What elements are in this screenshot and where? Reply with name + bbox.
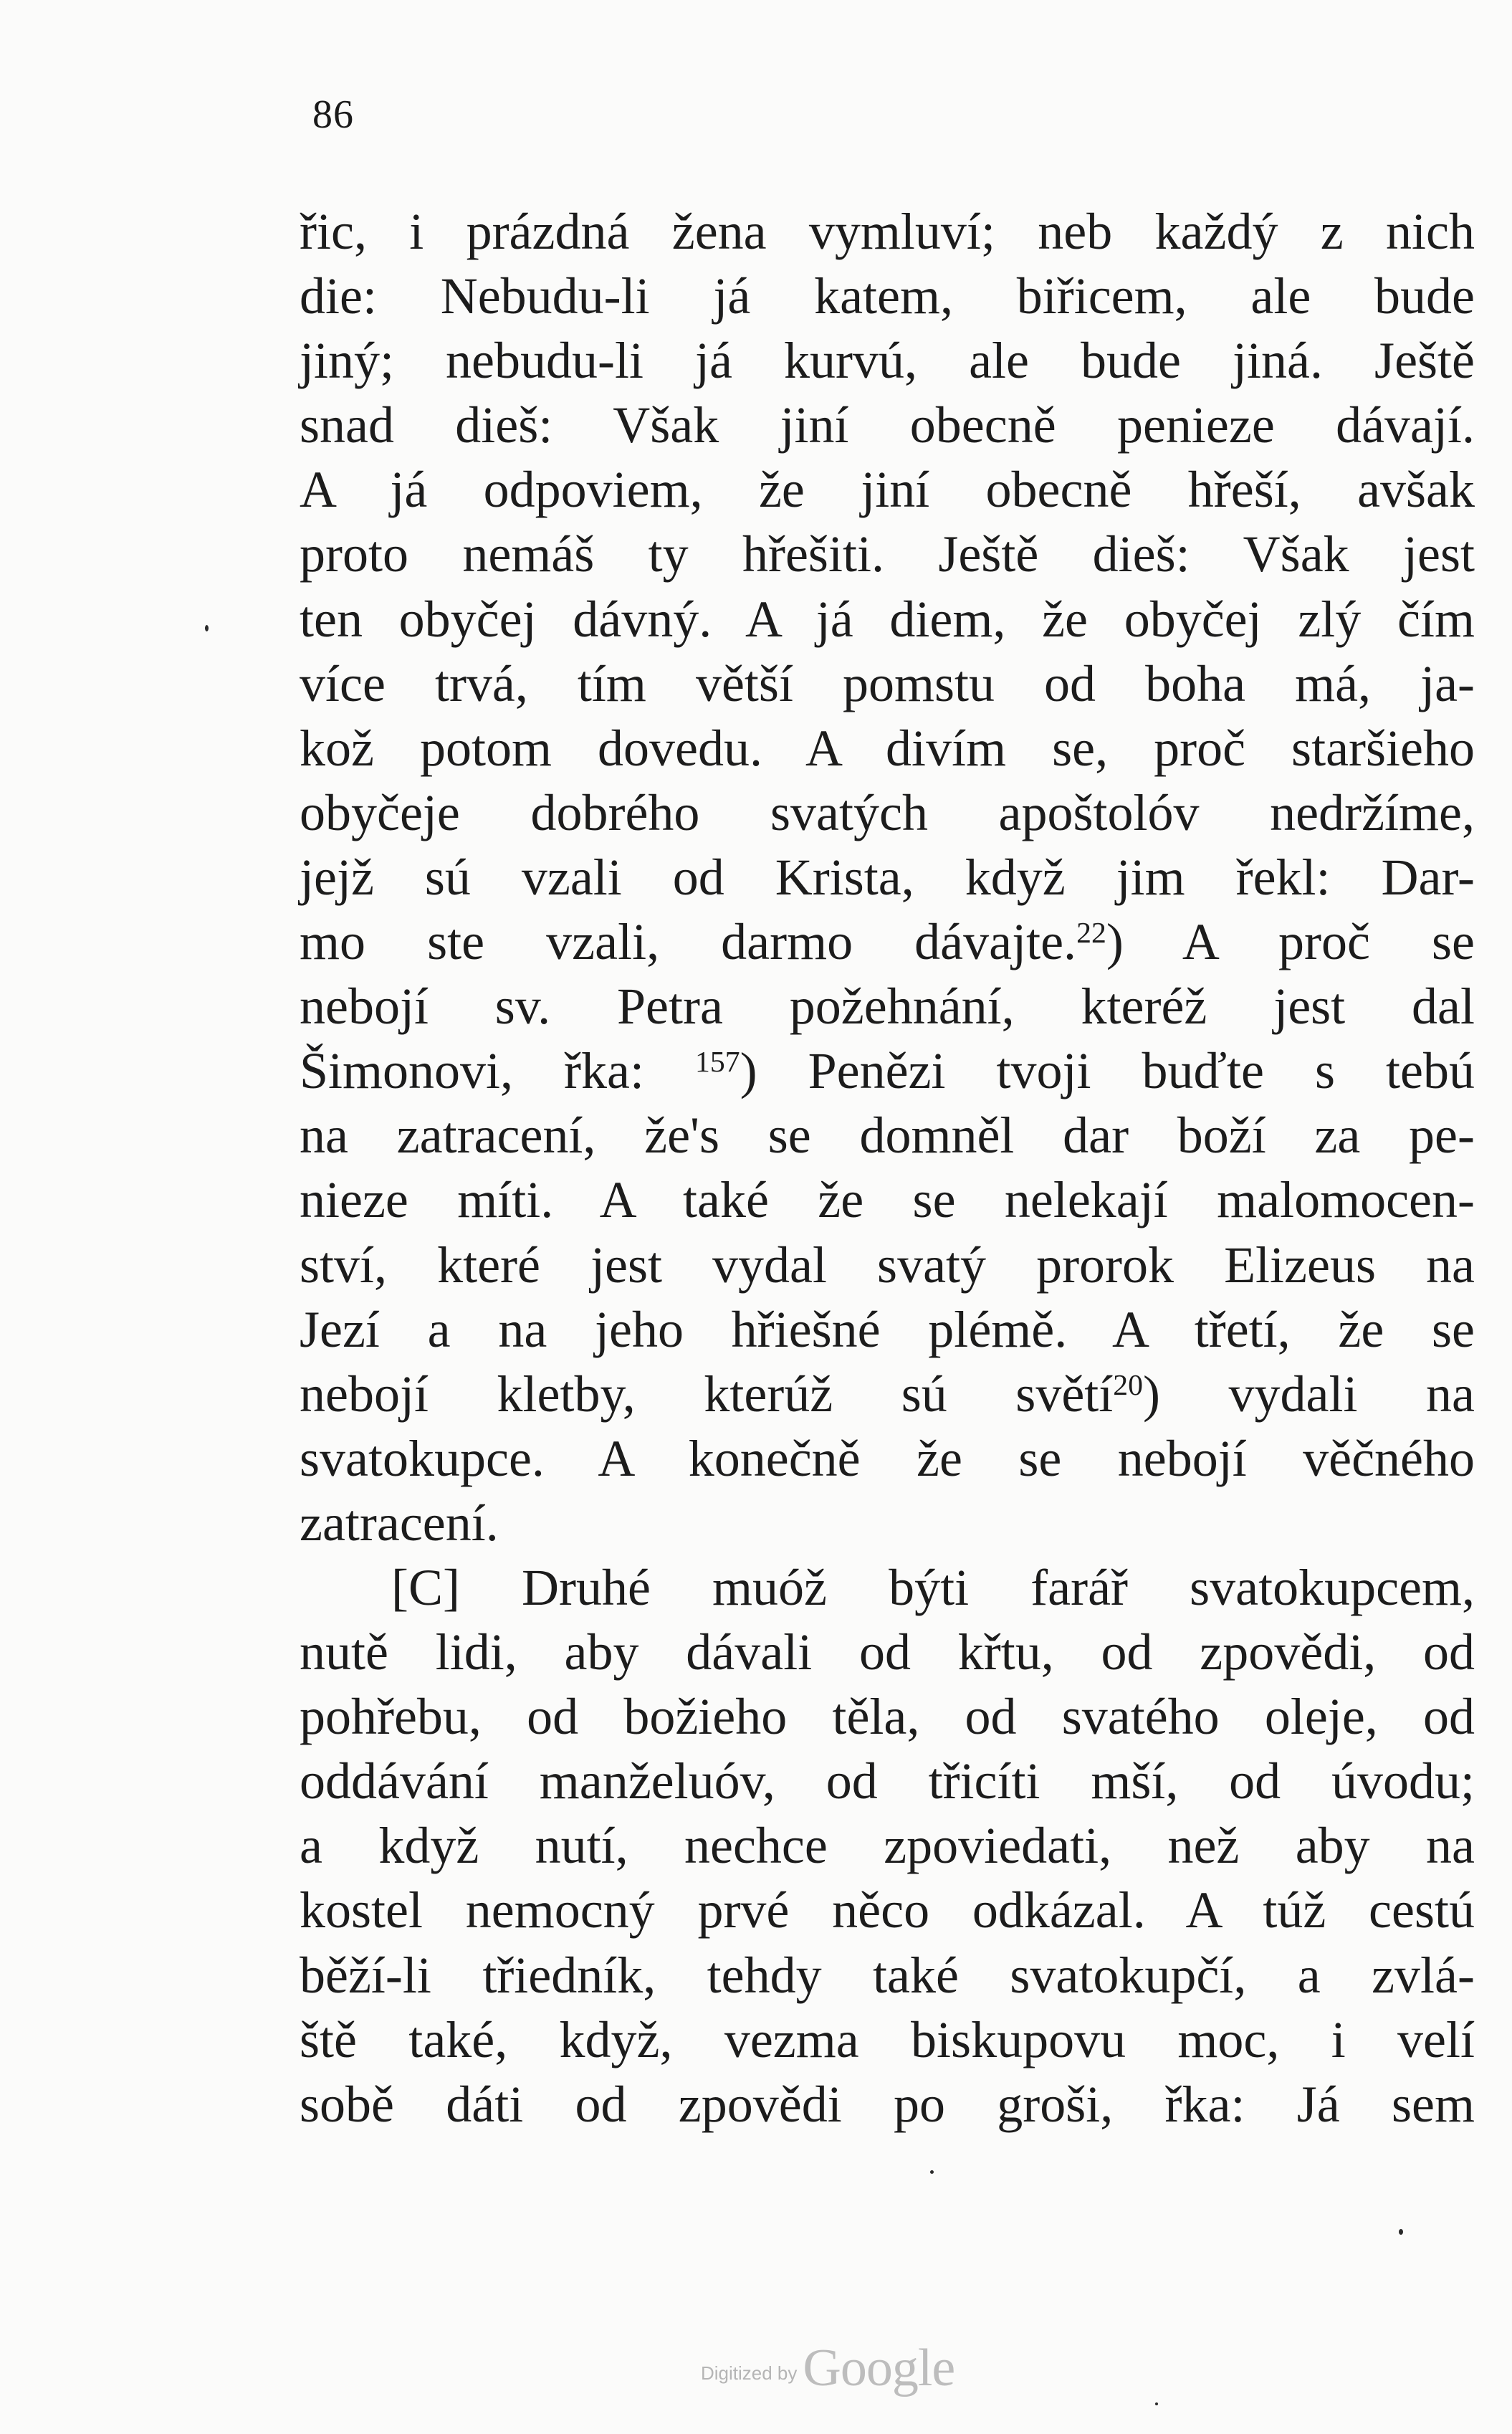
text-line <box>300 845 1475 910</box>
text-line <box>300 1813 1475 1878</box>
text-line <box>300 1943 1475 2008</box>
text-line <box>300 1362 1475 1426</box>
text-line <box>300 457 1475 522</box>
text-line <box>300 522 1475 586</box>
text-line-continuation: ) vydali na <box>1143 1365 1475 1423</box>
text-line-content: Jezí a na jeho hřiešné plémě. A třetí, že se <box>300 1300 1475 1358</box>
text-line-content: [C] Druhé muóž býti farář svatokupcem, <box>391 1558 1475 1616</box>
footnote-reference: 157 <box>694 1046 740 1079</box>
margin-speck <box>930 2170 934 2174</box>
text-line-content: více trvá, tím větší pomstu od boha má, ja- <box>300 654 1475 712</box>
text-line <box>300 1684 1475 1749</box>
text-line-content: nebojí kletby, kterúž sú světí <box>300 1365 1114 1423</box>
text-line <box>300 1103 1475 1168</box>
text-line-content: Šimonovi, řka: <box>300 1042 695 1100</box>
text-line-content: jejž sú vzali od Krista, když jim řekl: Dar- <box>300 848 1475 906</box>
text-line-content: ství, které jest vydal svatý prorok Elizeus na <box>300 1236 1475 1294</box>
text-line-content: nebojí sv. Petra požehnání, kteréž jest dal <box>300 978 1475 1036</box>
text-line-content: oddávání manželuóv, od třicíti mší, od úvodu; <box>300 1752 1475 1810</box>
digitized-by-label: Digitized by <box>701 2362 798 2384</box>
text-line-content: ště také, když, vezma biskupovu moc, i velí <box>300 2010 1475 2068</box>
text-line <box>300 1233 1475 1297</box>
text-line-content: snad dieš: Však jiní obecně penieze dávají. <box>300 396 1475 454</box>
text-line <box>300 1297 1475 1362</box>
text-line-content: kož potom dovedu. A divím se, proč staršieho <box>300 719 1475 777</box>
text-line-content: na zatracení, že's se domněl dar boží za pe- <box>300 1107 1475 1165</box>
text-line <box>300 1491 1475 1555</box>
text-line <box>300 587 1475 652</box>
body-text <box>300 199 1475 2137</box>
text-line <box>300 2072 1475 2137</box>
text-line <box>300 1039 1475 1103</box>
text-line <box>300 781 1475 845</box>
margin-speck <box>1399 2229 1403 2235</box>
text-line-content: A já odpoviem, že jiní obecně hřeší, avšak <box>300 461 1475 519</box>
text-line <box>300 974 1475 1039</box>
text-line-content: die: Nebudu-li já katem, biřicem, ale bude <box>300 267 1475 325</box>
footnote-reference: 22 <box>1076 917 1106 950</box>
text-line-content: řic, i prázdná žena vymluví; neb každý z nich <box>300 203 1475 260</box>
text-line-content: ten obyčej dávný. A já diem, že obyčej zlý čím <box>300 590 1475 648</box>
text-line-content: pohřebu, od božieho těla, od svatého oleje, od <box>300 1688 1475 1746</box>
text-line <box>300 1426 1475 1491</box>
text-line-continuation: ) A proč se <box>1106 913 1475 971</box>
text-line-content: zatracení. <box>300 1494 499 1552</box>
text-line-continuation: ) Penězi tvoji buďte s tebú <box>740 1042 1475 1100</box>
text-line <box>300 652 1475 716</box>
text-line <box>300 1749 1475 1813</box>
text-line-content: mo ste vzali, darmo dávajte. <box>300 913 1077 971</box>
text-line <box>300 1878 1475 1942</box>
text-line-content: jiný; nebudu-li já kurvú, ale bude jiná. Ještě <box>300 332 1475 390</box>
text-line <box>300 716 1475 781</box>
text-line-content: obyčeje dobrého svatých apoštolóv nedržíme, <box>300 783 1475 841</box>
text-line <box>300 1168 1475 1232</box>
text-line-content: kostel nemocný prvé něco odkázal. A túž cestú <box>300 1881 1475 1939</box>
text-line <box>300 393 1475 457</box>
text-line <box>300 910 1475 974</box>
margin-speck <box>1155 2402 1158 2405</box>
google-logo-text: Google <box>803 2339 955 2397</box>
text-line-content: nutě lidi, aby dávali od křtu, od zpovědi, od <box>300 1623 1475 1681</box>
text-line <box>300 264 1475 328</box>
text-line-content: nieze míti. A také že se nelekají malomocen- <box>300 1171 1475 1229</box>
digitized-watermark <box>701 2338 954 2399</box>
text-line <box>300 1555 1475 1620</box>
page-number: 86 <box>312 92 354 137</box>
text-line <box>300 199 1475 264</box>
text-line-content: proto nemáš ty hřešiti. Ještě dieš: Však jest <box>300 525 1475 583</box>
text-line <box>300 1620 1475 1684</box>
text-line-content: a když nutí, nechce zpoviedati, než aby na <box>300 1817 1475 1875</box>
footnote-reference: 20 <box>1113 1368 1144 1402</box>
text-line-content: sobě dáti od zpovědi po groši, řka: Já sem <box>300 2075 1475 2133</box>
text-line <box>300 328 1475 393</box>
text-line <box>300 2008 1475 2072</box>
text-line-content: svatokupce. A konečně že se nebojí věčného <box>300 1429 1475 1487</box>
margin-speck <box>205 625 209 631</box>
text-line-content: běží-li třiedník, tehdy také svatokupčí, a zvlá- <box>300 1946 1475 2004</box>
